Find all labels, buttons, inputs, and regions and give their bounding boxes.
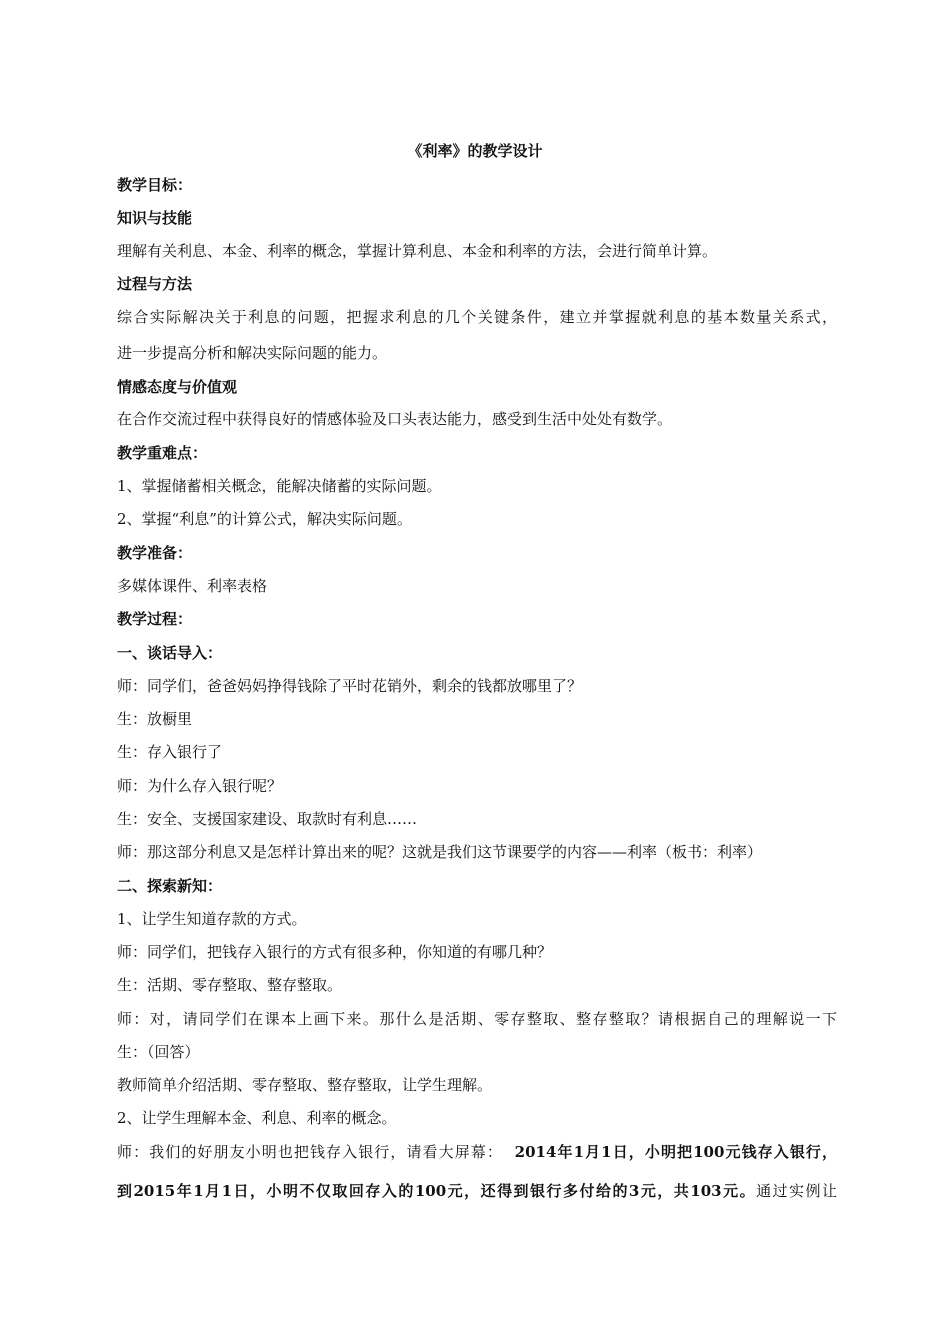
dialogue-line: 师：同学们，把钱存入银行的方式有很多种，你知道的有哪几种？ bbox=[117, 943, 553, 961]
heading-process: 教学过程： bbox=[117, 610, 193, 628]
heading-preparation: 教学准备： bbox=[117, 544, 193, 562]
list-item: 2、掌握“利息”的计算公式，解决实际问题。 bbox=[117, 510, 412, 528]
subheading-process-method: 过程与方法 bbox=[117, 275, 193, 293]
paragraph-line: 综合实际解决关于利息的问题，把握求利息的几个关键条件，建立并掌握就利息的基本数量关系式， bbox=[117, 308, 837, 326]
paragraph-line: 在合作交流过程中获得良好的情感体验及口头表达能力，感受到生活中处处有数学。 bbox=[117, 410, 673, 428]
paragraph-line-mixed bbox=[117, 1140, 837, 1164]
heading-objectives: 教学目标： bbox=[117, 176, 193, 194]
paragraph-text: 通过实例让 bbox=[756, 1182, 837, 1200]
list-item: 1、让学生知道存款的方式。 bbox=[117, 910, 307, 928]
dialogue-line: 生：放橱里 bbox=[117, 710, 193, 728]
dialogue-line: 生：存入银行了 bbox=[117, 743, 223, 761]
section-heading-intro: 一、谈话导入： bbox=[117, 644, 223, 662]
paragraph-line: 理解有关利息、本金、利率的概念，掌握计算利息、本金和利率的方法，会进行简单计算。 bbox=[117, 242, 718, 260]
subheading-knowledge-skills: 知识与技能 bbox=[117, 209, 193, 227]
dialogue-line: 师：那这部分利息又是怎样计算出来的呢？这就是我们这节课要学的内容——利率（板书：利率） bbox=[117, 843, 763, 861]
dialogue-line: 生：安全、支援国家建设、取款时有利息…… bbox=[117, 810, 418, 828]
dialogue-text: 师：我们的好朋友小明也把钱存入银行，请看大屏幕： bbox=[117, 1143, 503, 1161]
dialogue-line: 师：为什么存入银行呢？ bbox=[117, 777, 283, 795]
list-item: 1、掌握储蓄相关概念，能解决储蓄的实际问题。 bbox=[117, 477, 442, 495]
example-text: 2014年1月1日，小明把100元钱存入银行， bbox=[514, 1143, 837, 1161]
list-item: 2、让学生理解本金、利息、利率的概念。 bbox=[117, 1109, 397, 1127]
paragraph-line: 进一步提高分析和解决实际问题的能力。 bbox=[117, 344, 388, 362]
dialogue-line: 师：同学们，爸爸妈妈挣得钱除了平时花销外，剩余的钱都放哪里了？ bbox=[117, 677, 583, 695]
paragraph-line: 多媒体课件、利率表格 bbox=[117, 577, 268, 595]
dialogue-line: 生：活期、零存整取、整存整取。 bbox=[117, 976, 343, 994]
subheading-attitude-values: 情感态度与价值观 bbox=[117, 378, 238, 396]
paragraph-line: 教师简单介绍活期、零存整取、整存整取，让学生理解。 bbox=[117, 1076, 493, 1094]
example-text: 到2015年1月1日，小明不仅取回存入的100元，还得到银行多付给的3元，共103元。 bbox=[117, 1182, 757, 1200]
section-heading-explore: 二、探索新知： bbox=[117, 877, 223, 895]
paragraph-line-mixed bbox=[117, 1179, 837, 1203]
heading-key-points: 教学重难点： bbox=[117, 444, 208, 462]
document-title: 《利率》的教学设计 bbox=[407, 142, 543, 160]
dialogue-line: 生：（回答） bbox=[117, 1043, 200, 1061]
dialogue-line: 师：对，请同学们在课本上画下来。那什么是活期、零存整取、整存整取？请根据自己的理解说一下 bbox=[117, 1010, 837, 1028]
